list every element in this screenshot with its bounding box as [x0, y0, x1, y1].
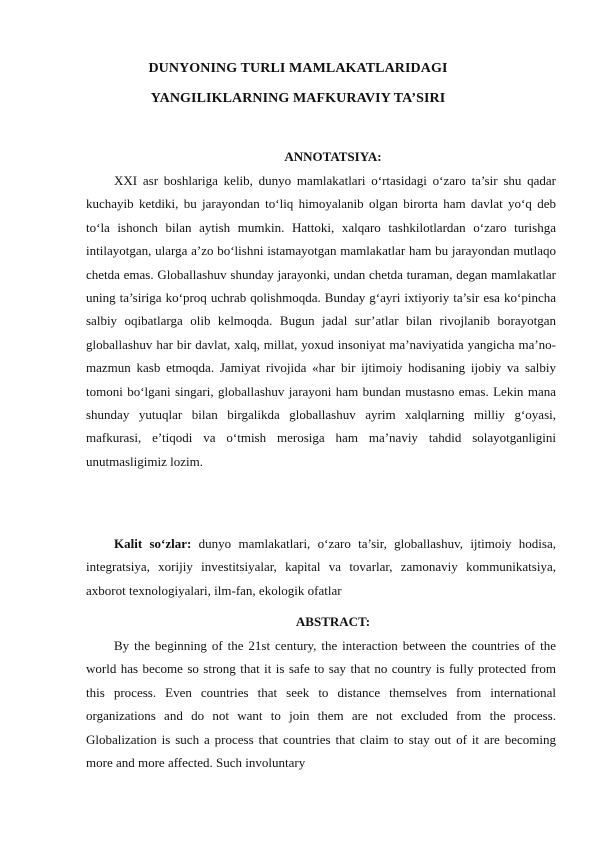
keywords-label: Kalit so‘zlar: — [114, 536, 192, 551]
keywords-text: dunyo mamlakatlari, o‘zaro ta’sir, globallashuv, ijtimoiy hodisa, integratsiya, xorijiy investitsiyalar, kapital va tovarlar, zamonaviy kommunikatsiya, axborot texnologiyalari, ilm-fan, ekologik ofatlar — [86, 536, 556, 598]
keywords-paragraph — [86, 532, 556, 602]
article-title-line-2: YANGILIKLARNING MAFKURAVIY TA’SIRI — [150, 91, 446, 106]
article-title-line-1: DUNYONING TURLI MAMLAKATLARIDAGI — [148, 61, 448, 76]
abstract-paragraph: By the beginning of the 21st century, the interaction between the countries of the world has become so strong that it is safe to say that no country is fully protected from this process. Even countries that seek to distance themselves from international organizations and do not want to join them are not excluded from the process. Globalization is such a process that countries that claim to stay out of it are becoming more and more affected. Such involuntary — [86, 638, 556, 771]
abstract-heading: ABSTRACT: — [295, 614, 371, 629]
annotation-paragraph: XXI asr boshlariga kelib, dunyo mamlakatlari o‘rtasidagi o‘zaro ta’sir shu qadar kuchayib ketdiki, bu jarayondan to‘liq himoyalanib olgan birorta ham davlat yo‘q deb to‘la ishonch bilan aytish mumkin. Hattoki, xalqaro tashkilotlardan o‘zaro turishga intilayotgan, ularga a’zo bo‘lishni istamayotgan mamlakatlar ham bu jarayondan mutlaqo chetda emas. Globallashuv shunday jarayonki, undan chetda turaman, degan mamlakatlar uning ta’siriga ko‘proq uchrab qolishmoqda. Bunday g‘ayri ixtiyoriy ta’sir esa ko‘pincha salbiy oqibatlarga olib kelmoqda. Bugun jadal sur’atlar bilan rivojlanib borayotgan globallashuv har bir davlat, xalq, millat, yoxud insoniyat ma’naviyatida yangicha ma’no-mazmun kasb etmoqda. Jamiyat rivojida «har bir ijtimoiy hodisaning ijobiy va salbiy tomoni bo‘lgani singari, globallashuv jarayoni ham bundan mustasno emas. Lekin mana shunday yutuqlar bilan birgalikda globallashuv ayrim xalqlarning milliy g‘oyasi, mafkurasi, e’tiqodi va o‘tmish merosiga ham ma’naviy tahdid solayotganligini unutmasligimiz lozim. — [86, 173, 556, 469]
annotation-heading: ANNOTATSIYA: — [284, 149, 382, 164]
